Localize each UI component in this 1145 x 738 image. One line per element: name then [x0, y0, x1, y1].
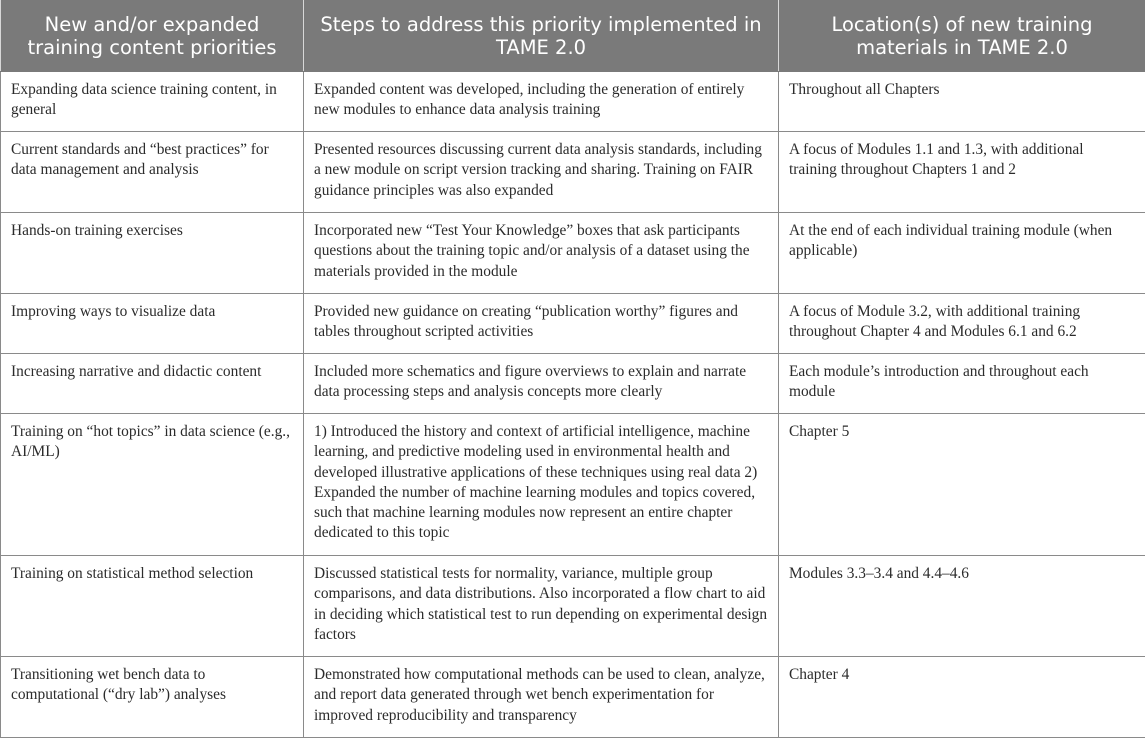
cell-steps: Incorporated new “Test Your Knowledge” boxes that ask participants questions about the training topic and/or analysis of a dataset using the materials provided in the module: [304, 213, 779, 294]
cell-steps: 1) Introduced the history and context of artificial intelligence, machine learning, and predictive modeling used in environmental health and developed illustrative applications of these techniques using real data 2) Expanded the number of machine learning modules and topics covered, such that machine learning modules now represent an entire chapter dedicated to this topic: [304, 414, 779, 556]
cell-location: Modules 3.3–3.4 and 4.4–4.6: [779, 556, 1145, 657]
table-row: [1, 132, 1145, 213]
cell-steps: Presented resources discussing current data analysis standards, including a new module on script version tracking and sharing. Training on FAIR guidance principles was also expanded: [304, 132, 779, 213]
cell-location: Throughout all Chapters: [779, 72, 1145, 132]
cell-priority: Expanding data science training content, in general: [1, 72, 304, 132]
table-header: [1, 0, 1145, 72]
header-location: Location(s) of new training materials in TAME 2.0: [779, 0, 1145, 72]
table-row: [1, 213, 1145, 294]
cell-location: At the end of each individual training module (when applicable): [779, 213, 1145, 294]
header-priorities: New and/or expanded training content priorities: [1, 0, 304, 72]
cell-location: Chapter 4: [779, 657, 1145, 738]
cell-priority: Improving ways to visualize data: [1, 294, 304, 354]
cell-priority: Hands-on training exercises: [1, 213, 304, 294]
table-row: [1, 556, 1145, 657]
table-row: [1, 294, 1145, 354]
cell-priority: Transitioning wet bench data to computational (“dry lab”) analyses: [1, 657, 304, 738]
cell-location: Chapter 5: [779, 414, 1145, 556]
cell-priority: Increasing narrative and didactic content: [1, 354, 304, 414]
header-steps: Steps to address this priority implemented in TAME 2.0: [304, 0, 779, 72]
cell-steps: Demonstrated how computational methods can be used to clean, analyze, and report data generated through wet bench experimentation for improved reproducibility and transparency: [304, 657, 779, 738]
cell-steps: Provided new guidance on creating “publication worthy” figures and tables throughout scripted activities: [304, 294, 779, 354]
cell-location: Each module’s introduction and throughout each module: [779, 354, 1145, 414]
table-row: [1, 354, 1145, 414]
cell-location: A focus of Module 3.2, with additional training throughout Chapter 4 and Modules 6.1 and 6.2: [779, 294, 1145, 354]
table-row: [1, 414, 1145, 556]
cell-steps: Included more schematics and figure overviews to explain and narrate data processing steps and analysis concepts more clearly: [304, 354, 779, 414]
cell-steps: Discussed statistical tests for normality, variance, multiple group comparisons, and data distributions. Also incorporated a flow chart to aid in deciding which statistical test to run depending on experimental design factors: [304, 556, 779, 657]
cell-steps: Expanded content was developed, including the generation of entirely new modules to enhance data analysis training: [304, 72, 779, 132]
header-row: [1, 0, 1145, 72]
table-row: [1, 657, 1145, 738]
cell-priority: Current standards and “best practices” for data management and analysis: [1, 132, 304, 213]
cell-location: A focus of Modules 1.1 and 1.3, with additional training throughout Chapters 1 and 2: [779, 132, 1145, 213]
cell-priority: Training on statistical method selection: [1, 556, 304, 657]
table-body: [1, 72, 1145, 738]
table-row: [1, 72, 1145, 132]
cell-priority: Training on “hot topics” in data science (e.g., AI/ML): [1, 414, 304, 556]
